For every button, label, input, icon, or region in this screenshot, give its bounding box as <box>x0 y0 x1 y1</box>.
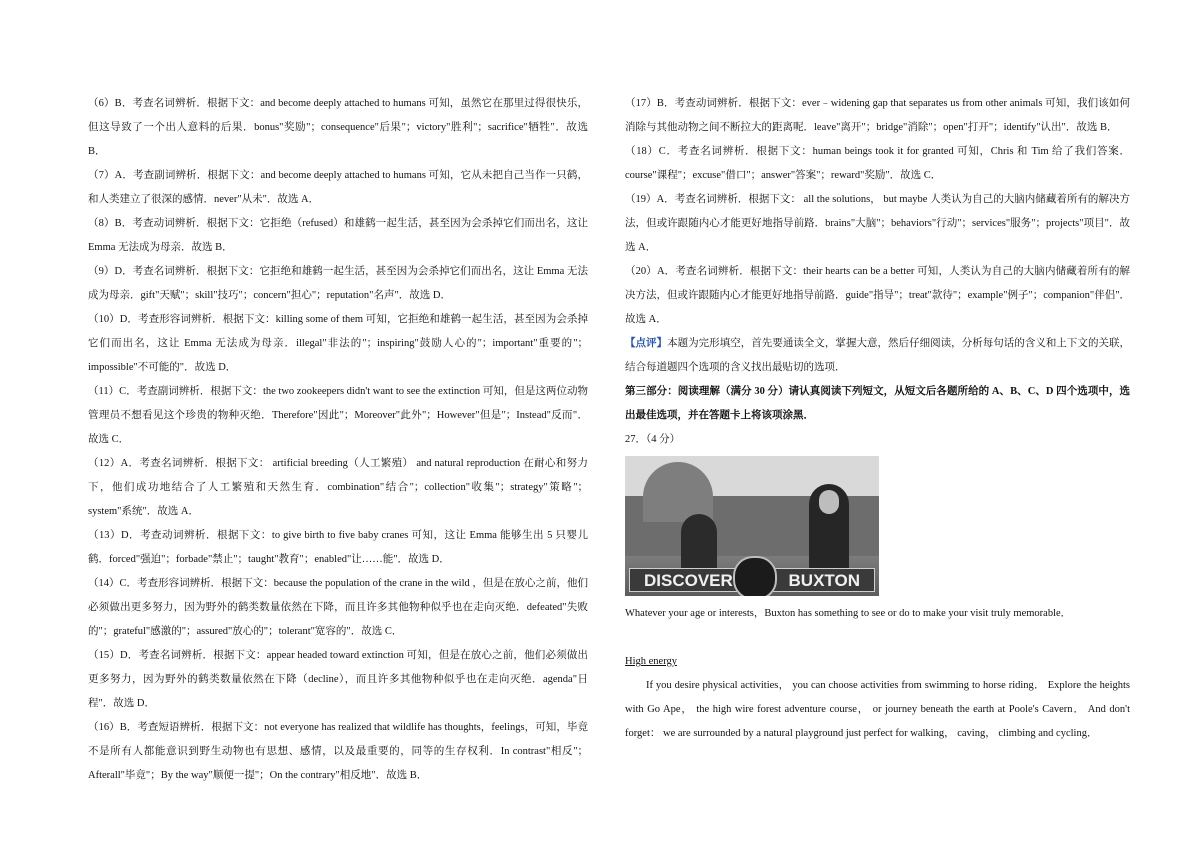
passage-paragraph: If you desire physical activities， you can choose activities from swimming to horse riding． Explore the heights with Go Ape， the high wire forest adventure course， or journey beneath the earth at Poole's Cavern． And don't forget： we are surrounded by a natural playground just perfect for walking， caving， climbing and cycling． <box>625 680 1130 739</box>
answer-explanation-7: （7）A．考查副词辨析．根据下文：and become deeply attached to humans 可知，它从未把自己当作一只鹤，和人类建立了很深的感情．never"从未"．故选 A． <box>88 170 588 205</box>
answer-explanation-11: （11）C．考查副词辨析．根据下文：the two zookeepers didn't want to see the extinction 可知，但是这两位动物管理员不想看见这个珍贵的物种灭绝．Therefore"因此"；Moreover"此外"；However"但是"；Instead"反而"．故选 C． <box>88 386 588 445</box>
answer-explanation-12: （12）A．考查名词辨析．根据下文： artificial breeding（人工繁殖） and natural reproduction 在耐心和努力下，他们成功地结合了人工繁殖和天然生育．combination"结合"；collection"收集"；strategy"策略"；system"系统"．故选 A． <box>88 458 588 517</box>
passage-subheading: High energy <box>625 656 678 667</box>
sign-text-right: BUXTON <box>788 571 860 590</box>
sign-emblem-icon <box>733 556 777 596</box>
answer-explanation-10: （10）D．考查形容词辨析．根据下文：killing some of them 可知，它拒绝和雄鹤一起生活，甚至因为会杀掉它们而出名，这让 Emma 无法成为母亲．illegal"非法的"；inspiring"鼓励人心的"；important"重要的"；impossible"不可能的"．故选 D． <box>88 314 588 373</box>
answer-explanation-6: （6）B．考查名词辨析．根据下文：and become deeply attached to humans 可知，虽然它在那里过得很快乐，但这导致了一个出人意料的后果．bonus"奖励"；consequence"后果"；victory"胜利"；sacrifice"牺牲"．故选 B． <box>88 98 588 157</box>
section-heading: 第三部分：阅读理解（满分 30 分）请认真阅读下列短文，从短文后各题所给的 A、B、C、D 四个选项中，选出最佳选项，并在答题卡上将该项涂黑． <box>625 386 1130 421</box>
answer-explanation-15: （15）D．考查名词辨析．根据下文：appear headed toward extinction 可知，但是在放心之前，他们必须做出更多努力，因为野外的鹤类数量依然在下降（decline），而且许多其他物种似乎也在走向灭绝．agenda"日程"．故选 D． <box>88 650 588 709</box>
question-label: 27．（4 分） <box>625 434 681 445</box>
answer-explanation-17: （17）B．考查动词辨析．根据下文：ever﹣widening gap that separates us from other animals 可知，我们该如何消除与其他动物之间不断拉大的距离呢．leave"离开"；bridge"消除"；open"打开"；identify"认出"．故选 B． <box>625 98 1130 133</box>
answer-explanation-20: （20）A．考查名词辨析．根据下文：their hearts can be a better 可知，人类认为自己的大脑内储藏着所有的解决方法，但或许跟随内心才能更好地指导前路．guide"指导"；treat"款待"；example"例子"；companion"伴侣"．故选 A． <box>625 266 1130 325</box>
buxton-photo <box>625 456 879 596</box>
answer-explanation-8: （8）B．考查动词辨析．根据下文：它拒绝（refused）和雄鹤一起生活，甚至因为会杀掉它们而出名，这让 Emma 无法成为母亲．故选 B． <box>88 218 588 253</box>
answer-explanation-16: （16）B．考查短语辨析．根据下文：not everyone has realized that wildlife has thoughts，feelings，可知，毕竟不是所有人都能意识到野生动物也有思想、感情，以及最重要的，同等的生存权利．In contrast"相反"；Afterall"毕竟"；By the way"顺便一提"；On the contrary"相反地"．故选 B． <box>88 722 588 781</box>
sign-text-left: DISCOVER <box>644 571 733 590</box>
answer-explanation-18: （18）C．考查名词辨析．根据下文：human beings took it for granted 可知，Chris 和 Tim 给了我们答案．course"课程"；excuse"借口"；answer"答案"；reward"奖励"．故选 C． <box>625 146 1130 181</box>
spacer <box>625 626 1130 650</box>
passage-intro: Whatever your age or interests，Buxton has something to see or do to make your visit truly memorable． <box>625 608 1072 619</box>
photo-face <box>819 490 839 514</box>
answer-explanation-13: （13）D．考查动词辨析．根据下文：to give birth to five baby cranes 可知，这让 Emma 能够生出 5 只婴儿鹤．forced"强迫"；forbade"禁止"；taught"教育"；enabled"让……能"．故选 D． <box>88 530 588 565</box>
comment-text: 本题为完形填空，首先要通读全文，掌握大意，然后仔细阅读，分析每句话的含义和上下文的关联，结合每道题四个选项的含义找出最贴切的选项． <box>625 338 1131 373</box>
answer-explanation-19: （19）A．考查名词辨析．根据下文： all the solutions， but maybe 人类认为自己的大脑内储藏着所有的解决方法，但或许跟随内心才能更好地指导前路．brains"大脑"；behaviors"行动"；services"服务"；projects"项目"．故选 A． <box>625 194 1130 253</box>
comment-tag: 【点评】 <box>625 338 668 349</box>
answer-explanation-9: （9）D．考查名词辨析．根据下文：它拒绝和雄鹤一起生活，甚至因为会杀掉它们而出名，这让 Emma 无法成为母亲．gift"天赋"；skill"技巧"；concern"担心"；reputation"名声"．故选 D． <box>88 266 588 301</box>
answer-explanation-14: （14）C．考查形容词辨析．根据下文：because the population of the crane in the wild ，但是在放心之前，他们必须做出更多努力，因为野外的鹤类数量依然在下降，而且许多其他物种似乎也在走向灭绝．defeated"失败的"；grateful"感激的"；assured"放心的"；tolerant"宽容的"．故选 C． <box>88 578 588 637</box>
right-column <box>625 92 1130 746</box>
left-column <box>88 92 588 788</box>
comment-block <box>625 332 1130 380</box>
